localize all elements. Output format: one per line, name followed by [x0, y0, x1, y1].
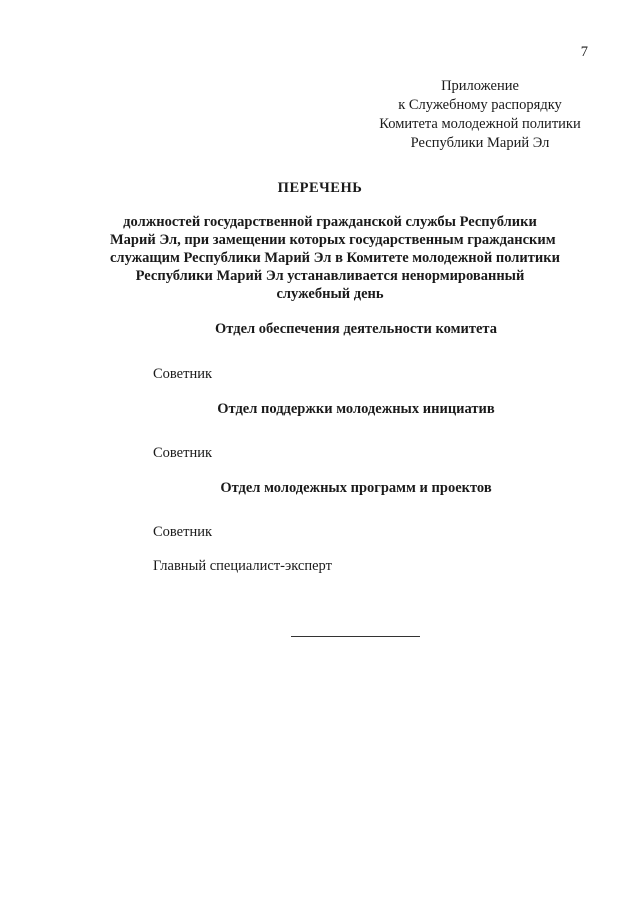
position-item: Главный специалист-эксперт [153, 558, 332, 574]
subtitle-line: Республики Марий Эл устанавливается ненормированный [135, 268, 525, 284]
department-heading: Отдел обеспечения деятельности комитета [215, 321, 497, 337]
document-subtitle [110, 213, 560, 303]
appendix-block [360, 77, 600, 153]
position-item: Советник [153, 524, 213, 540]
position-item: Советник [153, 445, 213, 461]
subtitle-line: должностей государственной гражданской службы Республики [123, 214, 537, 230]
position-item: Советник [153, 366, 213, 382]
subtitle-line: служебный день [276, 286, 384, 302]
department-heading: Отдел поддержки молодежных инициатив [217, 401, 495, 417]
department-heading: Отдел молодежных программ и проектов [220, 480, 492, 496]
appendix-line: к Служебному распорядку [398, 97, 562, 113]
subtitle-line: Марий Эл, при замещении которых государственным гражданским [110, 232, 556, 248]
document-title: ПЕРЕЧЕНЬ [277, 180, 363, 196]
end-divider-line [291, 636, 420, 637]
page-number: 7 [580, 44, 588, 60]
appendix-line: Приложение [441, 78, 519, 94]
subtitle-line: служащим Республики Марий Эл в Комитете молодежной политики [110, 250, 560, 266]
appendix-line: Республики Марий Эл [410, 135, 550, 151]
appendix-line: Комитета молодежной политики [379, 116, 581, 132]
